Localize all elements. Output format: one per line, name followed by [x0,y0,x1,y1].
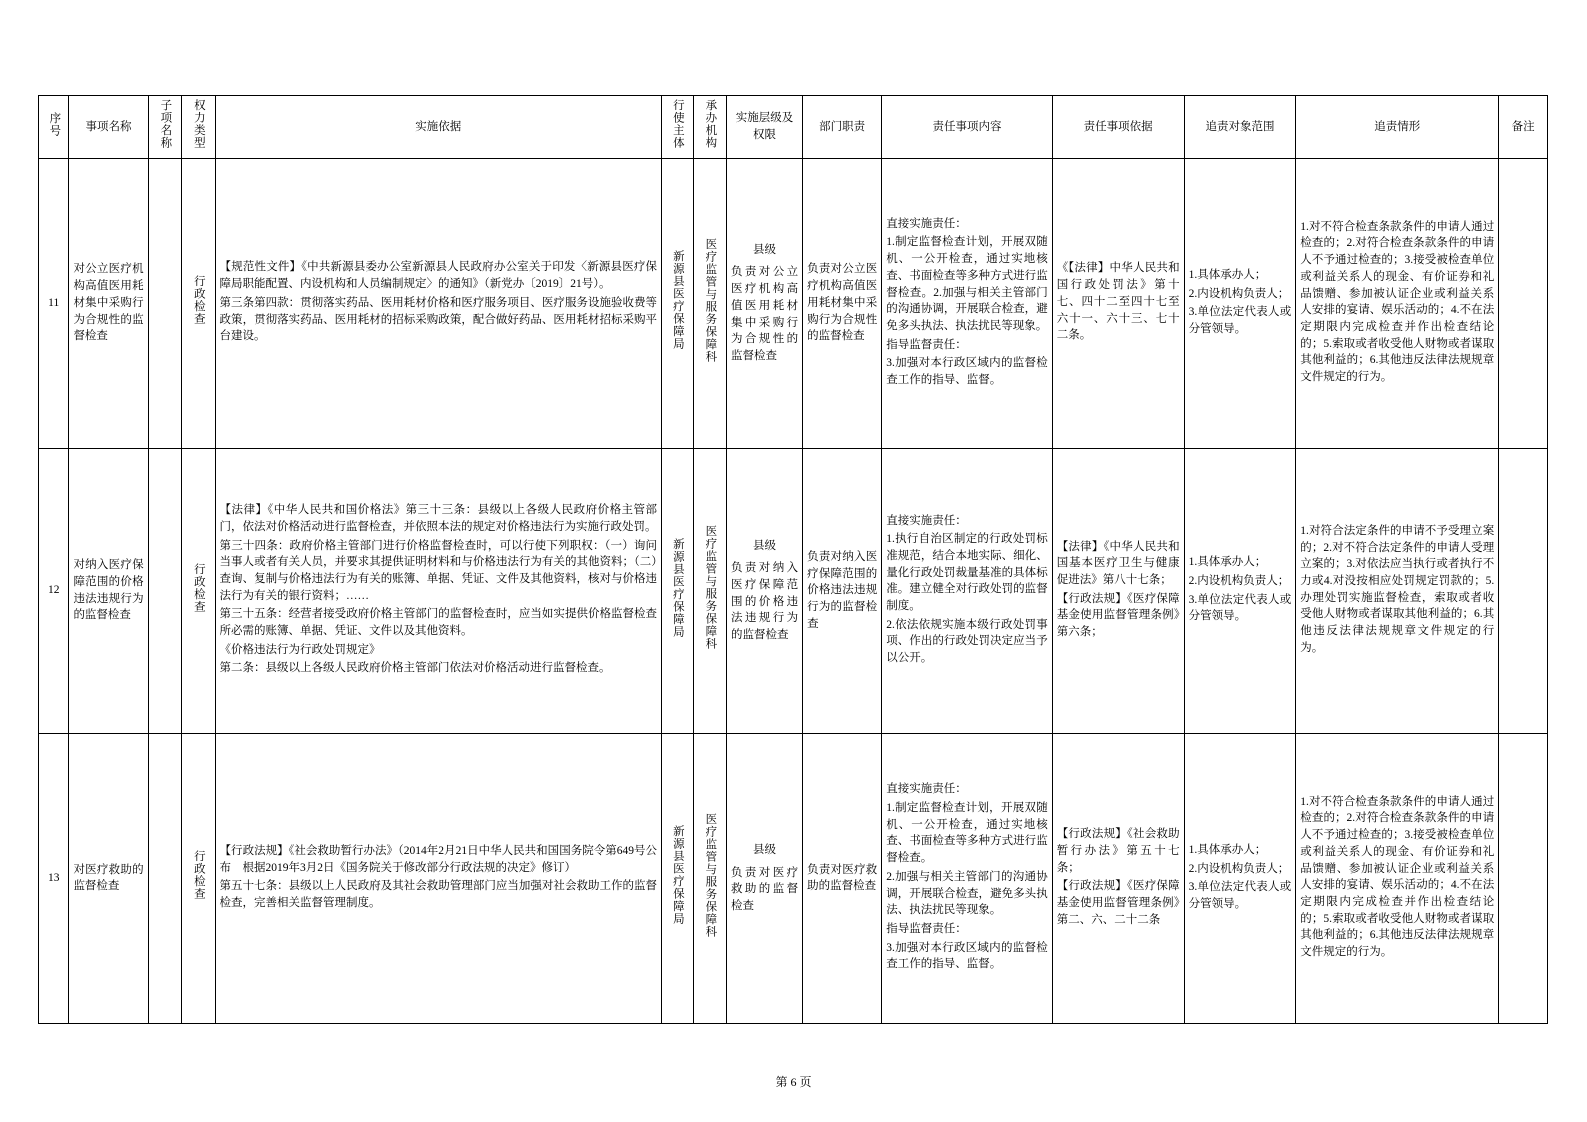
level-duty-content: 负责对公立医疗机构高值医用耗材集中采购行为合规性的监督检查 [730,266,799,362]
basis-paragraph: 第三十五条：经营者接受政府价格主管部门的监督检查时，应当如实提供价格监督检查所必需的账簿、单据、凭证、文件以及其他资料。 [219,608,658,638]
basis-paragraph: 《价格违法行为行政处罚规定》 [219,643,381,656]
responsibility-paragraph: 2.依法依规实施本级行政处罚事项、作出的行政处罚决定应当予以公开。 [886,618,1048,665]
resp-basis-paragraph: 【法律】《中华人民共和国基本医疗卫生与健康促进法》第八十七条； [1056,540,1180,586]
table-body [39,158,1548,1023]
cell-remark [1499,733,1548,1023]
accountable-cases-text: 1.对不符合检查条款条件的申请人通过检查的；2.对符合检查条款条件的申请人不予通过检查的；3.接受被检查单位或利益关系人的现金、有价证券和礼品馈赠、参加被认证企业或利益关系人安排的宴请、娱乐活动的；4.不在法定期限内完成检查并作出检查结论的；5.索取或者收受他人财物或者谋取其他利益的；6.其他违反法律法规规章文件规定的行为。 [1300,220,1495,383]
cell-remark [1499,158,1548,448]
responsibility-paragraph: 3.加强对本行政区域内的监督检查工作的指导、监督。 [886,357,1048,386]
responsibility-paragraph: 指导监督责任： [886,922,967,935]
basis-paragraph: 【法律】《中华人民共和国价格法》第三十三条：县级以上各级人民政府价格主管部门，依法对价格活动进行监督检查，并依照本法的规定对价格违法行为实施行政处罚。 [219,504,658,533]
basis-paragraph: 第三十四条：政府价格主管部门进行价格监督检查时，可以行使下列职权：（一）询问当事人或者有关人员，并要求其提供证明材料和与价格违法行为有关的其他资料；（二）查询、复制与价格违法行为有关的账簿、单据、凭证、文件及其他资料，核对与价格违法行为有关的银行资料；…… [219,539,658,602]
cell-power-type: 行政检查 [182,733,215,1023]
accountable-scope-item: 2.内设机构负责人； [1188,862,1290,875]
responsibility-paragraph: 2.加强与相关主管部门的沟通协调，开展联合检查，避免多头执法、执法扰民等现象。 [886,870,1048,917]
accountable-scope-item: 3.单位法定代表人或分管领导。 [1188,593,1292,623]
header-item-name: 事项名称 [69,96,148,159]
basis-paragraph: 【行政法规】《社会救助暂行办法》（2014年2月21日中华人民共和国国务院令第649号公布 根据2019年3月2日《国务院关于修改部分行政法规的决定》修订） [219,844,658,874]
cell-item-name: 对纳入医疗保障范围的价格违法违规行为的监督检查 [69,448,148,733]
header-level: 实施层级及权限 [726,96,802,159]
cell-agency: 医疗监管与服务保障科 [693,733,726,1023]
level-value: 县级 [753,243,777,256]
basis-paragraph: 【规范性文件】《中共新源县委办公室新源县人民政府办公室关于印发〈新源县医疗保障局职能配置、内设机构和人员编制规定〉的通知》（新党办〔2019〕21号）。 [219,261,658,291]
accountable-cases-text: 1.对符合法定条件的申请不予受理立案的；2.对不符合法定条件的申请人受理立案的；3.对依法应当执行或者执行不力或4.对没按相应处罚规定罚款的；5.办理处罚实施监督检查，索取或者收受他人财物或者谋取其他利益的；6.其他违反法律法规规章文件规定的行为。 [1300,524,1495,654]
cell-accountable-scope [1184,158,1296,448]
header-accountable-scope: 追责对象范围 [1184,96,1296,159]
resp-basis-paragraph: 【行政法规】《医疗保障基金使用监督管理条例》第二、六、二十二条 [1056,880,1180,926]
cell-sub-item [148,448,181,733]
cell-resp-basis [1052,733,1184,1023]
header-accountable-cases: 追责情形 [1296,96,1499,159]
cell-seq: 11 [39,158,69,448]
cell-responsibility [882,158,1052,448]
table-header [39,96,1548,159]
resp-basis-paragraph: 【行政法规】《社会救助暂行办法》第五十七条； [1056,828,1180,874]
accountable-scope-item: 1.具体承办人； [1188,556,1267,569]
cell-subject: 新源县医疗保障局 [662,448,693,733]
level-duty-content: 负责对纳入医疗保障范围的价格违法违规行为的监督检查 [730,562,799,642]
table-row [39,158,1548,448]
responsibility-paragraph: 1.制定监督检查计划，开展双随机、一公开检查，通过实地核查、书面检查等多种方式进行监督检查。 [886,802,1048,865]
cell-agency: 医疗监管与服务保障科 [693,448,726,733]
cell-accountable-scope [1184,733,1296,1023]
basis-paragraph: 第三条第四款：贯彻落实药品、医用耗材价格和医疗服务项目、医疗服务设施验收费等政策，贯彻落实药品、医用耗材的招标采购政策，配合做好药品、医用耗材招标采购平台建设。 [219,296,658,343]
cell-resp-basis [1052,158,1184,448]
cell-level [726,733,802,1023]
cell-dept-duty: 负责对公立医疗机构高值医用耗材集中采购行为合规性的监督检查 [803,158,882,448]
level-duty-content: 负责对医疗救助的监督检查 [730,866,799,912]
cell-level [726,448,802,733]
header-seq: 序号 [39,96,69,159]
responsibility-paragraph: 直接实施责任： [886,514,967,527]
accountable-cases-text: 1.对不符合检查条款条件的申请人通过检查的；2.对符合检查条款条件的申请人不予通过检查的；3.接受被检查单位或利益关系人的现金、有价证券和礼品馈赠、参加被认证企业或利益关系人安排的宴请、娱乐活动的；4.不在法定期限内完成检查并作出检查结论的；5.索取或者收受他人财物或者谋取其他利益的；6.其他违反法律法规规章文件规定的行为。 [1300,795,1495,958]
accountable-scope-item: 2.内设机构负责人； [1188,287,1290,300]
cell-seq: 13 [39,733,69,1023]
resp-basis-paragraph: 【行政法规】《医疗保障基金使用监督管理条例》第六条； [1056,592,1180,639]
level-value: 县级 [753,539,777,552]
level-value: 县级 [753,843,777,856]
cell-agency: 医疗监管与服务保障科 [693,158,726,448]
cell-accountable-cases [1296,448,1499,733]
responsibility-paragraph: 直接实施责任： [886,217,967,230]
cell-basis [215,733,662,1023]
cell-item-name: 对公立医疗机构高值医用耗材集中采购行为合规性的监督检查 [69,158,148,448]
header-dept-duty: 部门职责 [803,96,882,159]
cell-power-type: 行政检查 [182,158,215,448]
cell-resp-basis [1052,448,1184,733]
basis-paragraph: 第五十七条：县级以上人民政府及其社会救助管理部门应当加强对社会救助工作的监督检查，完善相关监督管理制度。 [219,880,658,909]
cell-basis [215,448,662,733]
header-resp-basis: 责任事项依据 [1052,96,1184,159]
table-row [39,448,1548,733]
accountable-scope-item: 1.具体承办人； [1188,268,1267,281]
cell-seq: 12 [39,448,69,733]
header-sub-item: 子项名称 [148,96,181,159]
header-subject: 行使主体 [662,96,693,159]
cell-sub-item [148,158,181,448]
cell-responsibility [882,733,1052,1023]
cell-sub-item [148,733,181,1023]
cell-responsibility [882,448,1052,733]
accountable-scope-item: 2.内设机构负责人； [1188,575,1290,587]
cell-dept-duty: 负责对纳入医疗保障范围的价格违法违规行为的监督检查 [803,448,882,733]
cell-power-type: 行政检查 [182,448,215,733]
resp-basis-paragraph: 《【法律】中华人民共和国行政处罚法》第十七、四十二至四十七至六十一、六十三、七十二条。 [1056,262,1180,342]
responsibility-paragraph: 1.制定监督检查计划，开展双随机、一公开检查，通过实地核查、书面检查等多种方式进行监督检查。2.加强与相关主管部门的沟通协调，开展联合检查，避免多头执法、执法扰民等现象。 [886,236,1048,332]
accountable-scope-item: 3.单位法定代表人或分管领导。 [1188,306,1292,335]
cell-accountable-scope [1184,448,1296,733]
cell-dept-duty: 负责对医疗救助的监督检查 [803,733,882,1023]
cell-subject: 新源县医疗保障局 [662,733,693,1023]
power-list-table [38,95,1548,1024]
cell-remark [1499,448,1548,733]
responsibility-paragraph: 1.执行自治区制定的行政处罚标准规范，结合本地实际、细化、量化行政处罚裁量基准的具体标准。建立健全对行政处罚的监督制度。 [886,533,1048,612]
header-remark: 备注 [1499,96,1548,159]
basis-paragraph: 第二条：县级以上各级人民政府价格主管部门依法对价格活动进行监督检查。 [219,662,611,675]
header-agency: 承办机构 [693,96,726,159]
responsibility-paragraph: 指导监督责任： [886,338,967,351]
accountable-scope-item: 1.具体承办人； [1188,843,1267,856]
page-number: 第 6 页 [775,1075,812,1089]
cell-subject: 新源县医疗保障局 [662,158,693,448]
cell-item-name: 对医疗救助的监督检查 [69,733,148,1023]
responsibility-paragraph: 3.加强对本行政区域内的监督检查工作的指导、监督。 [886,941,1048,971]
accountable-scope-item: 3.单位法定代表人或分管领导。 [1188,881,1292,910]
table-header-row [39,96,1548,159]
responsibility-paragraph: 直接实施责任： [886,783,967,796]
table-row [39,733,1548,1023]
header-responsibility: 责任事项内容 [882,96,1052,159]
cell-accountable-cases [1296,158,1499,448]
cell-accountable-cases [1296,733,1499,1023]
cell-basis [215,158,662,448]
header-basis: 实施依据 [215,96,662,159]
cell-level [726,158,802,448]
header-power-type: 权力类型 [182,96,215,159]
